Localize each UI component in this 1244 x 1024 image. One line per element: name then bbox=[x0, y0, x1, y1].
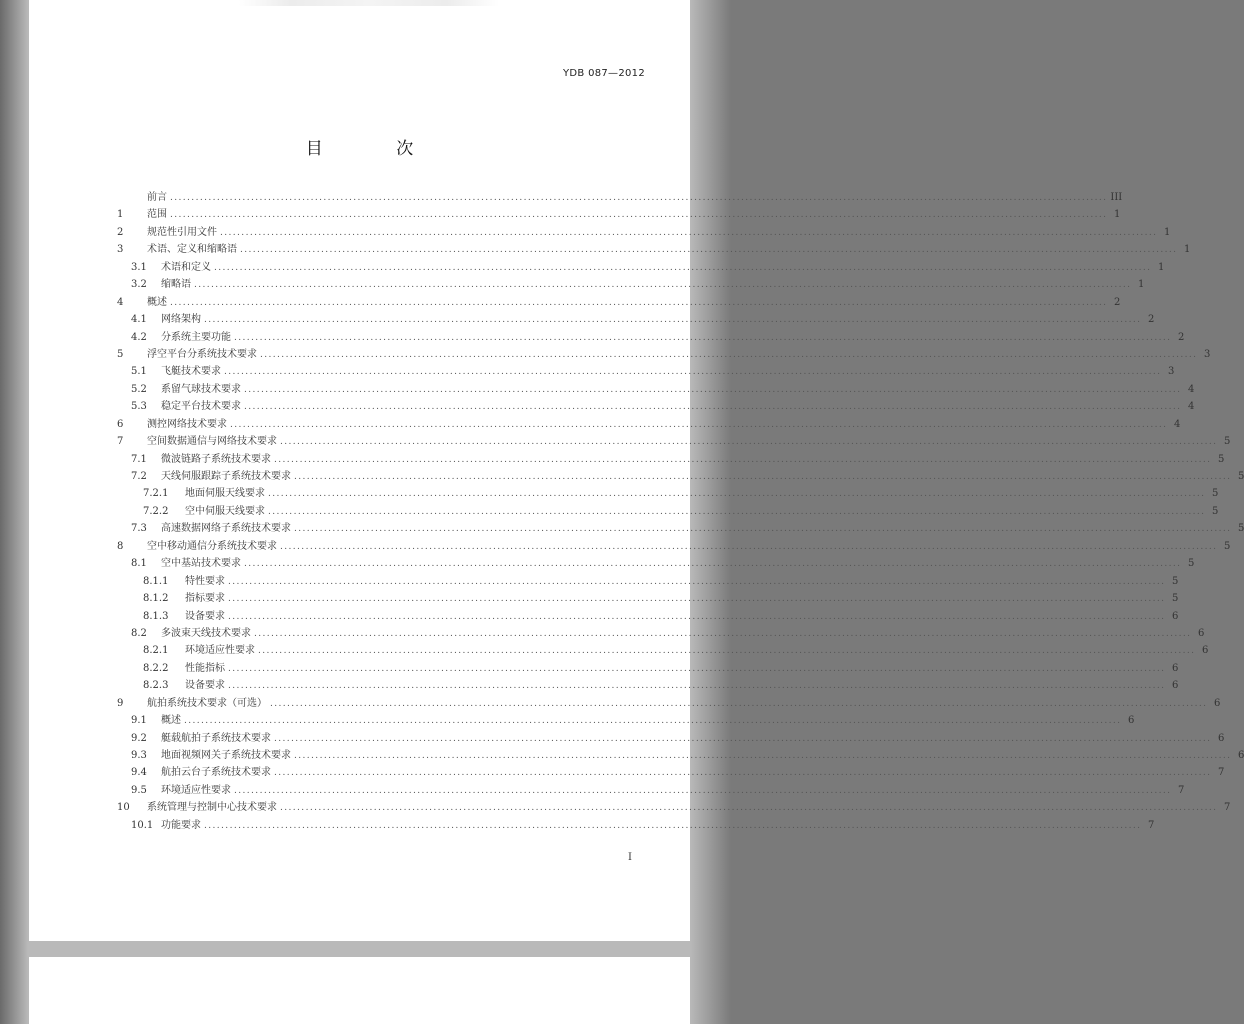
toc-entry-page: 6 bbox=[1218, 732, 1225, 744]
toc-entry[interactable] bbox=[117, 328, 1185, 345]
toc-leader-dots: ............................................................................................................................................................................................................................ bbox=[224, 367, 1162, 378]
toc-entry-title: 概述 bbox=[147, 296, 167, 308]
toc-entry-title: 特性要求 bbox=[185, 575, 225, 587]
toc-leader-dots: ............................................................................................................................................................................................................................ bbox=[260, 349, 1198, 360]
toc-entry[interactable] bbox=[117, 397, 1195, 414]
toc-entry-title: 空间数据通信与网络技术要求 bbox=[147, 436, 277, 448]
toc-leader-dots: ............................................................................................................................................................................................................................ bbox=[228, 611, 1166, 622]
toc-entry-number: 7.1 bbox=[131, 453, 147, 465]
toc-entry-page: 3 bbox=[1204, 348, 1211, 360]
toc-entry-number: 7.3 bbox=[131, 523, 147, 535]
toc-entry[interactable] bbox=[117, 641, 1209, 658]
toc-entry[interactable] bbox=[117, 362, 1175, 379]
toc-entry-title: 系留气球技术要求 bbox=[161, 383, 241, 395]
toc-entry-title: 环境适应性要求 bbox=[161, 784, 231, 796]
toc-entry[interactable] bbox=[117, 223, 1171, 240]
toc-entry-number: 9.5 bbox=[131, 784, 147, 796]
toc-leader-dots: ............................................................................................................................................................................................................................ bbox=[280, 803, 1218, 814]
toc-entry-number: 4.1 bbox=[131, 314, 147, 326]
toc-entry[interactable] bbox=[117, 188, 1123, 205]
toc-entry[interactable] bbox=[117, 746, 1244, 763]
toc-entry-page: 6 bbox=[1172, 680, 1179, 692]
toc-entry-number: 8.2.2 bbox=[143, 662, 169, 674]
toc-leader-dots: ............................................................................................................................................................................................................................ bbox=[204, 315, 1142, 326]
toc-entry-page: 7 bbox=[1224, 802, 1231, 814]
toc-leader-dots: ............................................................................................................................................................................................................................ bbox=[228, 594, 1166, 605]
toc-entry-title: 浮空平台分系统技术要求 bbox=[147, 348, 257, 360]
toc-entry[interactable] bbox=[117, 415, 1181, 432]
toc-entry-number: 5.3 bbox=[131, 401, 147, 413]
toc-entry-page: 6 bbox=[1238, 750, 1244, 761]
toc-entry-title: 地面伺服天线要求 bbox=[185, 488, 265, 500]
toc-entry[interactable] bbox=[117, 432, 1231, 449]
toc-leader-dots: ............................................................................................................................................................................................................................ bbox=[258, 646, 1196, 657]
toc-entry[interactable] bbox=[117, 519, 1244, 536]
toc-entry[interactable] bbox=[117, 624, 1205, 641]
toc-entry-number: 4.2 bbox=[131, 331, 147, 343]
toc-entry[interactable] bbox=[117, 781, 1185, 798]
toc-entry[interactable] bbox=[117, 537, 1231, 554]
toc-entry-title: 前言 bbox=[147, 192, 167, 203]
toc-entry[interactable] bbox=[117, 798, 1231, 815]
toc-entry-page: 6 bbox=[1172, 662, 1179, 674]
toc-entry-page: III bbox=[1110, 192, 1123, 203]
toc-entry-title: 设备要求 bbox=[185, 680, 225, 692]
toc-entry-title: 地面视频网关子系统技术要求 bbox=[161, 750, 291, 761]
toc-entry-page: 6 bbox=[1128, 715, 1135, 727]
toc-entry-page: 5 bbox=[1224, 540, 1231, 552]
toc-leader-dots: ............................................................................................................................................................................................................................ bbox=[294, 751, 1232, 761]
toc-entry-title: 天线伺服跟踪子系统技术要求 bbox=[161, 471, 291, 482]
toc-entry-title: 术语和定义 bbox=[161, 261, 211, 273]
toc-entry-page: 4 bbox=[1188, 401, 1195, 413]
toc-entry-number: 8.1.1 bbox=[143, 575, 169, 587]
toc-entry[interactable] bbox=[117, 659, 1179, 676]
toc-entry-number: 1 bbox=[117, 209, 124, 221]
toc-entry-number: 7.2.1 bbox=[143, 488, 169, 500]
toc-entry-title: 设备要求 bbox=[185, 610, 225, 622]
toc-entry[interactable] bbox=[117, 607, 1179, 624]
toc-entry-title: 范围 bbox=[147, 209, 167, 221]
toc-entry-title: 空中基站技术要求 bbox=[161, 558, 241, 570]
toc-leader-dots: ............................................................................................................................................................................................................................ bbox=[170, 210, 1108, 221]
toc-entry-page: 1 bbox=[1114, 209, 1121, 221]
toc-entry-page: 7 bbox=[1218, 767, 1225, 779]
toc-entry[interactable] bbox=[117, 729, 1225, 746]
toc-leader-dots: ............................................................................................................................................................................................................................ bbox=[228, 663, 1166, 674]
toc-entry-number: 7.2 bbox=[131, 471, 147, 482]
toc-entry[interactable] bbox=[117, 258, 1165, 275]
toc-entry-page: 2 bbox=[1148, 314, 1155, 326]
toc-leader-dots: ............................................................................................................................................................................................................................ bbox=[274, 733, 1212, 744]
toc-entry-number: 10.1 bbox=[131, 819, 154, 831]
toc-entry-number: 5.2 bbox=[131, 383, 147, 395]
toc-entry-page: 5 bbox=[1172, 593, 1179, 605]
toc-leader-dots: ............................................................................................................................................................................................................................ bbox=[268, 506, 1206, 517]
toc-entry-number: 3 bbox=[117, 244, 124, 256]
toc-entry[interactable] bbox=[117, 467, 1244, 484]
toc-entry-number: 8.1.3 bbox=[143, 610, 169, 622]
toc-entry-page: 6 bbox=[1198, 627, 1205, 639]
toc-entry-page: 5 bbox=[1188, 558, 1195, 570]
toc-entry-page: 5 bbox=[1218, 453, 1225, 465]
toc-entry[interactable] bbox=[117, 310, 1155, 327]
toc-entry-page: 2 bbox=[1114, 296, 1121, 308]
toc-entry[interactable] bbox=[117, 240, 1191, 257]
toc-entry-title: 性能指标 bbox=[185, 662, 225, 674]
toc-entry-title: 网络架构 bbox=[161, 314, 201, 326]
toc-entry-title: 分系统主要功能 bbox=[161, 331, 231, 343]
toc-entry[interactable] bbox=[117, 694, 1221, 711]
toc-leader-dots: ............................................................................................................................................................................................................................ bbox=[234, 332, 1172, 343]
toc-entry-title: 空中伺服天线要求 bbox=[185, 505, 265, 517]
toc-entry-page: 5 bbox=[1172, 575, 1179, 587]
toc-entry-number: 7.2.2 bbox=[143, 505, 169, 517]
toc-entry[interactable] bbox=[117, 554, 1195, 571]
toc-entry-page: 1 bbox=[1184, 244, 1191, 256]
toc-entry[interactable] bbox=[117, 450, 1225, 467]
toc-entry-number: 2 bbox=[117, 226, 124, 238]
toc-entry[interactable] bbox=[117, 293, 1121, 310]
table-of-contents bbox=[117, 188, 1244, 833]
document-code: YDB 087—2012 bbox=[563, 68, 645, 79]
toc-leader-dots: ............................................................................................................................................................................................................................ bbox=[244, 559, 1182, 570]
toc-entry-title: 高速数据网络子系统技术要求 bbox=[161, 523, 291, 535]
toc-entry-number: 8.2.1 bbox=[143, 645, 169, 657]
toc-entry-page: 3 bbox=[1168, 366, 1175, 378]
toc-leader-dots: ............................................................................................................................................................................................................................ bbox=[240, 245, 1178, 256]
toc-entry-number: 8 bbox=[117, 540, 124, 552]
toc-entry-title: 多波束天线技术要求 bbox=[161, 627, 251, 639]
toc-leader-dots: ............................................................................................................................................................................................................................ bbox=[270, 698, 1208, 709]
toc-leader-dots: ............................................................................................................................................................................................................................ bbox=[234, 785, 1172, 796]
toc-entry-title: 概述 bbox=[161, 715, 181, 727]
toc-leader-dots: ............................................................................................................................................................................................................................ bbox=[268, 489, 1206, 500]
toc-entry-page: 6 bbox=[1202, 645, 1209, 657]
toc-entry[interactable] bbox=[117, 711, 1135, 728]
toc-entry[interactable] bbox=[117, 205, 1121, 222]
toc-title: 目 次 bbox=[305, 139, 448, 159]
toc-entry-number: 8.2 bbox=[131, 627, 147, 639]
toc-leader-dots: ............................................................................................................................................................................................................................ bbox=[274, 768, 1212, 779]
toc-leader-dots: ............................................................................................................................................................................................................................ bbox=[170, 193, 1108, 203]
toc-entry-page: 7 bbox=[1148, 819, 1155, 831]
toc-entry-title: 测控网络技术要求 bbox=[147, 418, 227, 430]
toc-entry[interactable] bbox=[117, 816, 1155, 833]
next-page bbox=[29, 957, 690, 1024]
toc-leader-dots: ............................................................................................................................................................................................................................ bbox=[204, 820, 1142, 831]
toc-entry-number: 8.1 bbox=[131, 558, 147, 570]
toc-entry-number: 3.2 bbox=[131, 279, 147, 291]
toc-entry-page: 4 bbox=[1174, 418, 1181, 430]
toc-leader-dots: ............................................................................................................................................................................................................................ bbox=[244, 402, 1182, 413]
toc-leader-dots: ............................................................................................................................................................................................................................ bbox=[280, 437, 1218, 448]
toc-entry-title: 艇载航拍子系统技术要求 bbox=[161, 732, 271, 744]
toc-entry[interactable] bbox=[117, 275, 1145, 292]
page-number: I bbox=[628, 852, 632, 863]
toc-entry-title: 航拍系统技术要求（可选） bbox=[147, 697, 267, 709]
toc-leader-dots: ............................................................................................................................................................................................................................ bbox=[294, 472, 1232, 482]
toc-entry-page: 1 bbox=[1138, 279, 1145, 291]
toc-entry-title: 术语、定义和缩略语 bbox=[147, 244, 237, 256]
toc-entry-page: 5 bbox=[1238, 523, 1244, 535]
toc-entry-page: 1 bbox=[1164, 226, 1171, 238]
toc-entry-title: 航拍云台子系统技术要求 bbox=[161, 767, 271, 779]
toc-entry-number: 7 bbox=[117, 436, 124, 448]
toc-entry-page: 5 bbox=[1224, 436, 1231, 448]
toc-entry-title: 系统管理与控制中心技术要求 bbox=[147, 802, 277, 814]
toc-leader-dots: ............................................................................................................................................................................................................................ bbox=[254, 628, 1192, 639]
toc-entry-title: 空中移动通信分系统技术要求 bbox=[147, 540, 277, 552]
toc-entry[interactable] bbox=[117, 484, 1219, 501]
toc-entry-number: 9.4 bbox=[131, 767, 147, 779]
toc-entry-title: 稳定平台技术要求 bbox=[161, 401, 241, 413]
toc-entry[interactable] bbox=[117, 589, 1179, 606]
toc-entry-page: 4 bbox=[1188, 383, 1195, 395]
toc-entry-title: 功能要求 bbox=[161, 819, 201, 831]
toc-entry[interactable] bbox=[117, 763, 1225, 780]
scan-artifact bbox=[239, 0, 499, 6]
toc-entry-title: 规范性引用文件 bbox=[147, 226, 217, 238]
toc-entry-title: 环境适应性要求 bbox=[185, 645, 255, 657]
toc-entry-number: 3.1 bbox=[131, 261, 147, 273]
toc-entry-number: 8.2.3 bbox=[143, 680, 169, 692]
toc-entry-title: 指标要求 bbox=[185, 593, 225, 605]
toc-leader-dots: ............................................................................................................................................................................................................................ bbox=[274, 454, 1212, 465]
toc-entry-title: 飞艇技术要求 bbox=[161, 366, 221, 378]
toc-entry-number: 6 bbox=[117, 418, 124, 430]
toc-leader-dots: ............................................................................................................................................................................................................................ bbox=[194, 280, 1132, 291]
toc-entry-title: 微波链路子系统技术要求 bbox=[161, 453, 271, 465]
toc-leader-dots: ............................................................................................................................................................................................................................ bbox=[228, 681, 1166, 692]
toc-entry-page: 5 bbox=[1238, 471, 1244, 482]
toc-leader-dots: ............................................................................................................................................................................................................................ bbox=[228, 576, 1166, 587]
document-page bbox=[29, 0, 1244, 941]
toc-leader-dots: ............................................................................................................................................................................................................................ bbox=[170, 297, 1108, 308]
toc-entry[interactable] bbox=[117, 676, 1179, 693]
toc-entry[interactable] bbox=[117, 572, 1179, 589]
toc-entry-number: 9.3 bbox=[131, 750, 147, 761]
toc-entry[interactable] bbox=[117, 380, 1195, 397]
toc-leader-dots: ............................................................................................................................................................................................................................ bbox=[184, 716, 1122, 727]
toc-entry[interactable] bbox=[117, 502, 1219, 519]
toc-entry-page: 6 bbox=[1172, 610, 1179, 622]
toc-entry-number: 9.1 bbox=[131, 715, 147, 727]
toc-leader-dots: ............................................................................................................................................................................................................................ bbox=[280, 541, 1218, 552]
toc-entry-page: 7 bbox=[1178, 784, 1185, 796]
toc-entry-number: 8.1.2 bbox=[143, 593, 169, 605]
toc-entry-page: 6 bbox=[1214, 697, 1221, 709]
toc-leader-dots: ............................................................................................................................................................................................................................ bbox=[214, 262, 1152, 273]
toc-entry-page: 1 bbox=[1158, 261, 1165, 273]
toc-entry-number: 5 bbox=[117, 348, 124, 360]
toc-entry[interactable] bbox=[117, 345, 1211, 362]
toc-leader-dots: ............................................................................................................................................................................................................................ bbox=[230, 419, 1168, 430]
toc-entry-number: 9.2 bbox=[131, 732, 147, 744]
toc-entry-number: 5.1 bbox=[131, 366, 147, 378]
toc-entry-page: 5 bbox=[1212, 505, 1219, 517]
toc-entry-page: 5 bbox=[1212, 488, 1219, 500]
toc-entry-number: 10 bbox=[117, 802, 130, 814]
toc-leader-dots: ............................................................................................................................................................................................................................ bbox=[244, 384, 1182, 395]
toc-entry-number: 4 bbox=[117, 296, 124, 308]
toc-entry-title: 缩略语 bbox=[161, 279, 191, 291]
toc-entry-number: 9 bbox=[117, 697, 124, 709]
toc-leader-dots: ............................................................................................................................................................................................................................ bbox=[220, 227, 1158, 238]
toc-leader-dots: ............................................................................................................................................................................................................................ bbox=[294, 524, 1232, 535]
toc-entry-page: 2 bbox=[1178, 331, 1185, 343]
